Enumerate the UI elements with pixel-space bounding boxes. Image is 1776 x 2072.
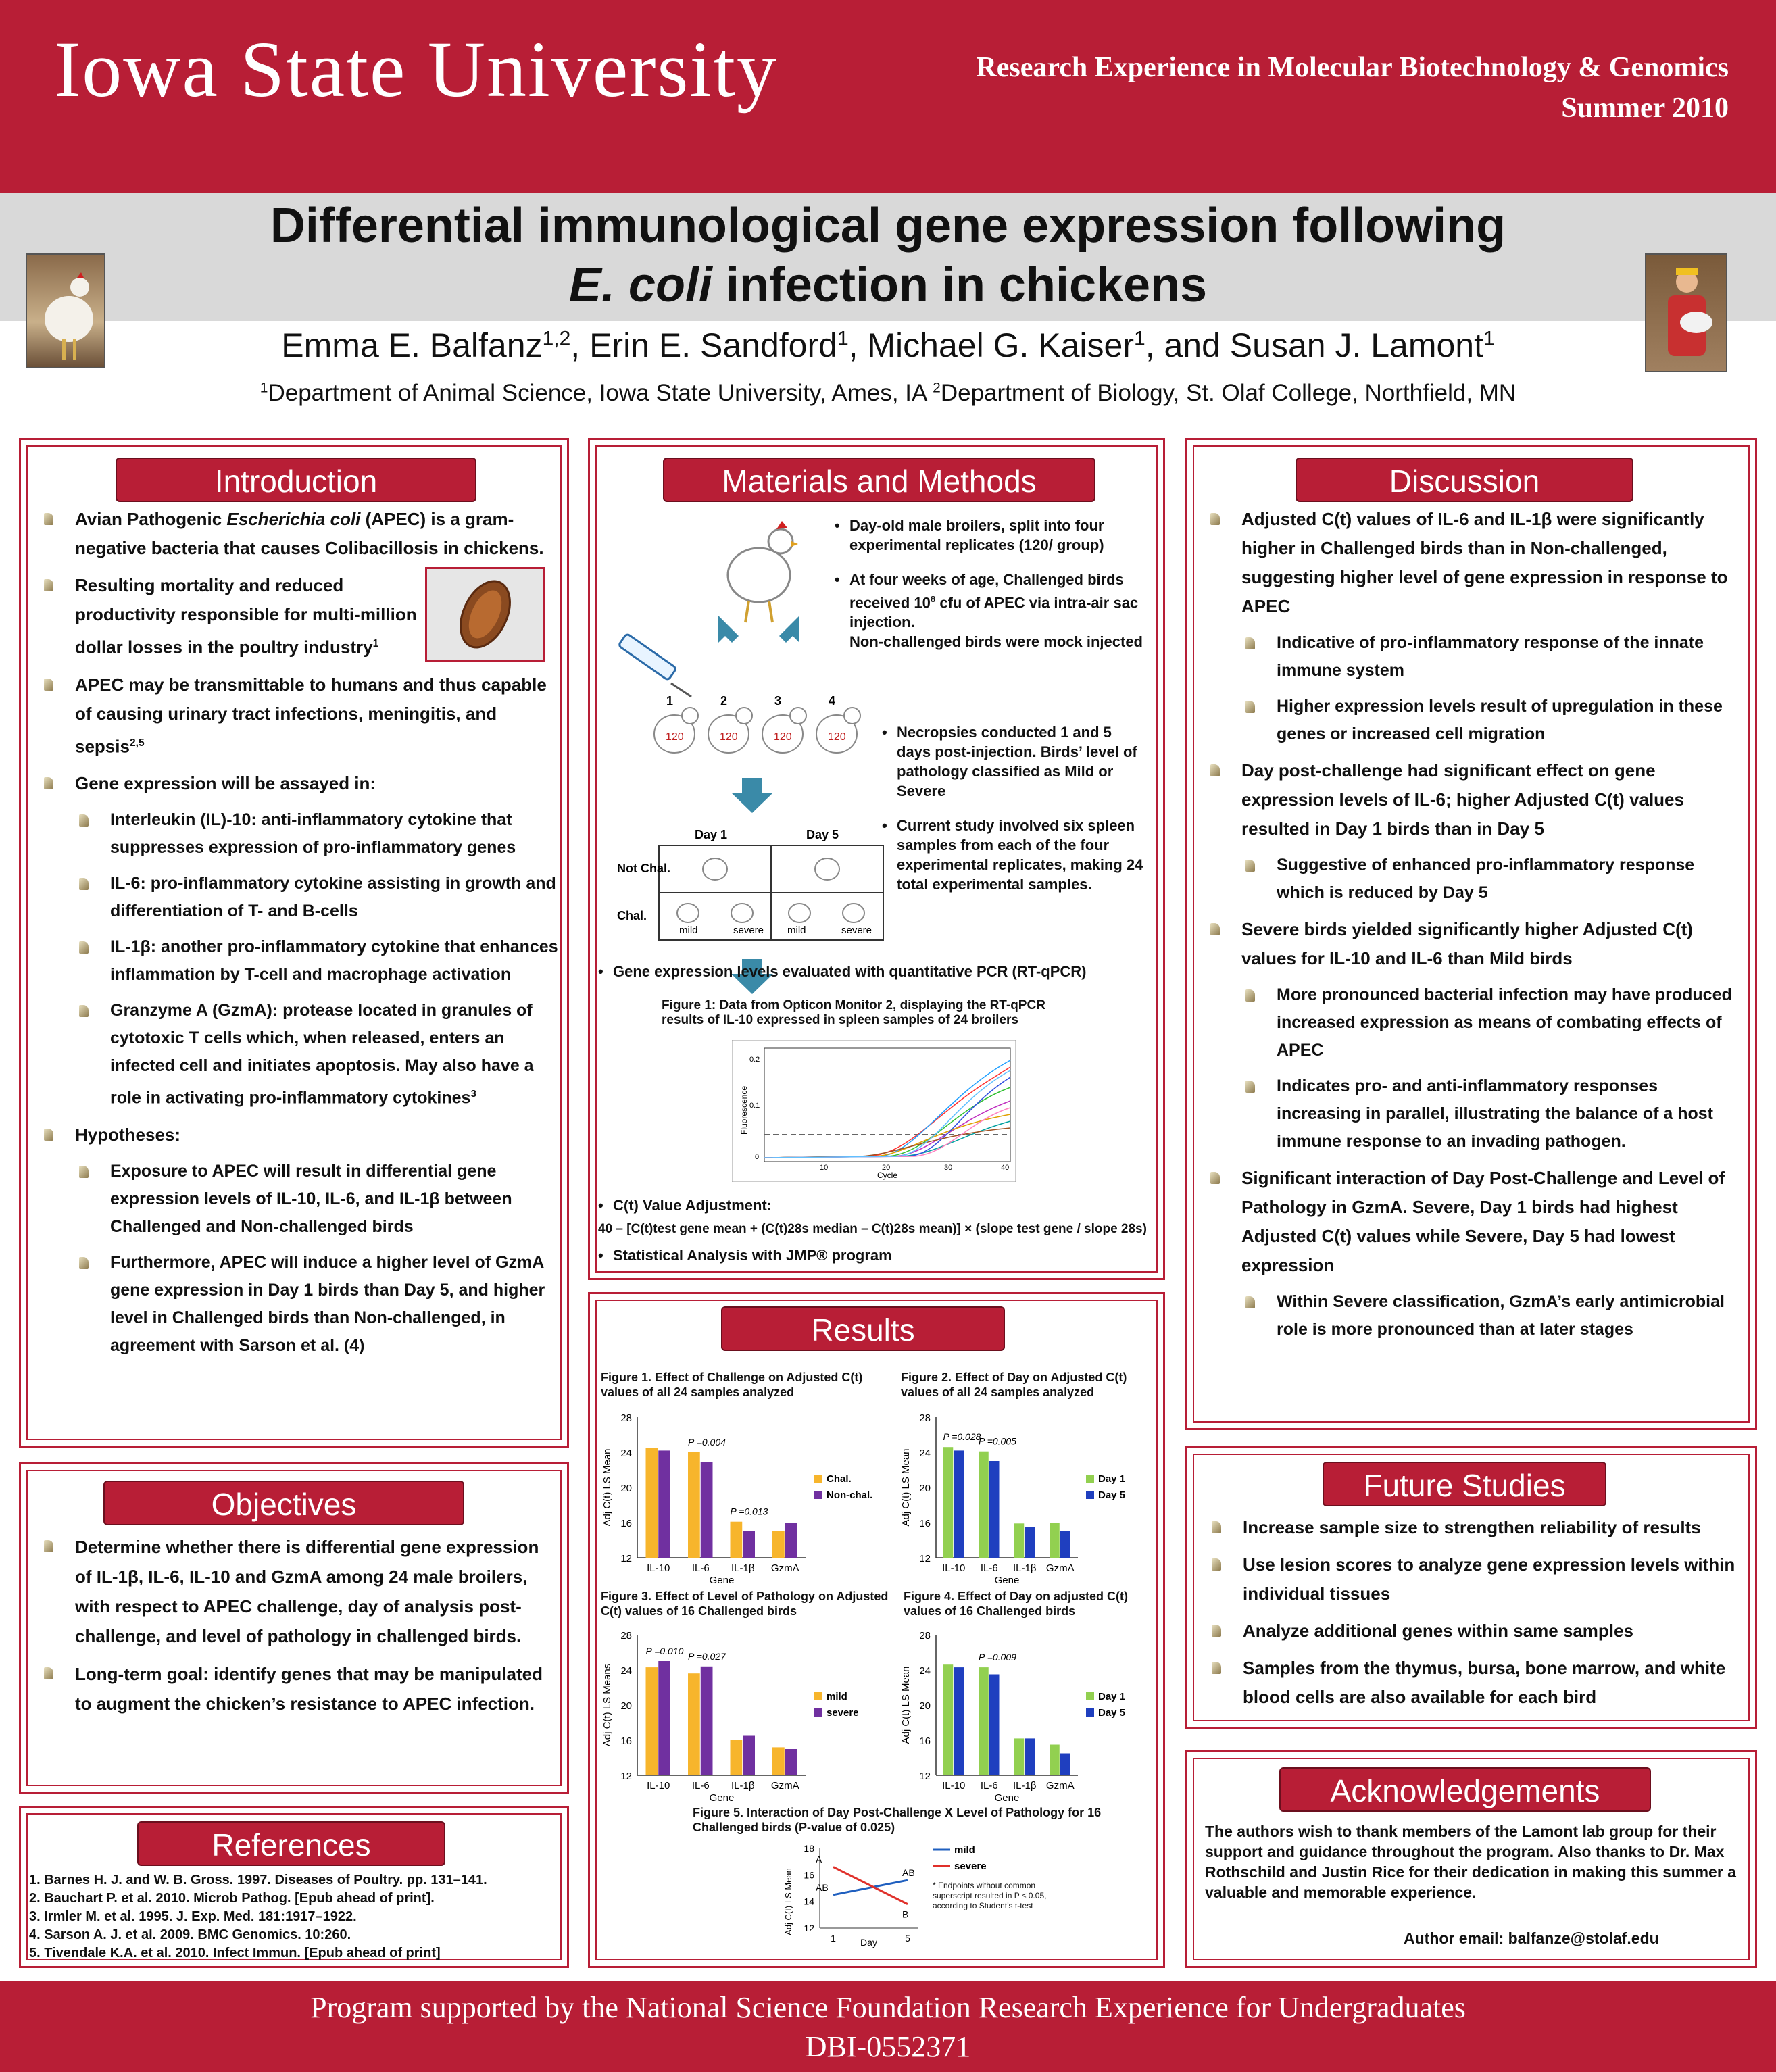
- discussion-point: Adjusted C(t) values of IL-6 and IL-1β were significantly higher in Challenged birds than in Non-challenged, suggesting higher level of gene expression in response to APEC: [1202, 505, 1743, 621]
- y-tick-label: 12: [804, 1923, 814, 1933]
- reference-item: 1. Barnes H. J. and W. B. Gross. 1997. Diseases of Poultry. pp. 131–141.: [29, 1873, 487, 1888]
- discussion-subpoint: Within Severe classification, GzmA’s early antimicrobial role is more pronounced than at later stages: [1237, 1288, 1743, 1343]
- acknowledgement-text: The authors wish to thank members of the Lamont lab group for their support and guidance throughout the program. Also thanks to Dr. Max Rothschild and Justin Rice for their dedication in making this summer a valuable and memorable experience.: [1205, 1823, 1736, 1901]
- objectives-list: [36, 1532, 549, 1727]
- introduction-heading: Introduction: [116, 458, 476, 502]
- legend-label: severe: [954, 1860, 987, 1872]
- point-label: A: [816, 1854, 822, 1865]
- discussion-subpoint: More pronounced bacterial infection may have produced increased expression as means of combating effects of APEC: [1237, 981, 1743, 1064]
- future-item: Analyze additional genes within same samples: [1204, 1617, 1751, 1646]
- category-label: IL-10: [942, 1780, 966, 1792]
- intro-subbullet: IL-1β: another pro-inflammatory cytokine that enhances inflammation by T-cell and macrophage activation: [71, 933, 563, 989]
- y-tick-label: 16: [620, 1518, 632, 1529]
- p-value-label: P =0.010: [645, 1646, 684, 1656]
- y-tick-label: 20: [620, 1700, 632, 1712]
- category-label: IL-6: [691, 1562, 710, 1574]
- bar: [785, 1749, 797, 1775]
- method-item: • At four weeks of age, Challenged birds received $10^8$ cfu of APEC via intra-air sac injection. Non-challenged birds were mock injected: [832, 570, 1150, 651]
- reference-item: 2. Bauchart P. et al. 2010. Microb Pathog. [Epub ahead of print].: [29, 1891, 435, 1906]
- methods-list-mid: [879, 722, 1150, 909]
- bar: [731, 1740, 743, 1775]
- y-tick-label: 16: [919, 1518, 931, 1529]
- bar: [701, 1462, 713, 1558]
- objective-item: Determine whether there is differential gene expression of IL-1β, IL-6, IL-10 and GzmA among 24 male broilers, with respect to APEC challenge, day of analysis post-challenge, and level of pathology in challenged birds.: [36, 1532, 549, 1651]
- figure1-caption: Figure 1: Data from Opticon Monitor 2, displaying the RT-qPCR results of IL-10 expressed in spleen samples of 24 broilers: [662, 998, 1045, 1027]
- legend-label: Chal.: [827, 1473, 852, 1485]
- replicate-number: 3: [774, 694, 782, 708]
- replicate-number: 2: [720, 694, 728, 708]
- figure3-title: Figure 3. Effect of Level of Pathology on Adjusted C(t) values of 16 Challenged birds: [601, 1589, 889, 1618]
- legend-label: Day 1: [1098, 1473, 1126, 1485]
- x-axis-title: Gene: [709, 1792, 735, 1801]
- acknowledgements-heading: Acknowledgements: [1279, 1767, 1651, 1812]
- discussion-point: Day post-challenge had significant effect on gene expression levels of IL-6; higher Adjusted C(t) values resulted in Day 1 birds than in Day 5: [1202, 756, 1743, 843]
- x-tick-label: 5: [905, 1933, 910, 1944]
- y-tick-label: 24: [919, 1665, 931, 1677]
- y-tick-label: 12: [919, 1771, 931, 1782]
- category-label: GzmA: [1045, 1780, 1075, 1792]
- intro-bullet: Resulting mortality and reduced productivity responsible for multi-million dollar losses in the poultry industry$^1$: [36, 571, 563, 662]
- point-label: AB: [816, 1881, 829, 1893]
- mild-label: mild: [679, 924, 698, 936]
- acknowledgements-panel: [1185, 1750, 1757, 1968]
- future-item: Samples from the thymus, bursa, bone marrow, and white blood cells are also available for each bird: [1204, 1654, 1751, 1712]
- author-list: Emma E. Balfanz$^{1,2}$, Erin E. Sandford$^1$, Michael G. Kaiser$^1$, and Susan J. Lamont$^1$: [281, 326, 1495, 364]
- method-item: • Current study involved six spleen samples from each of the four experimental replicates, making 24 total experimental samples.: [879, 816, 1150, 894]
- replicate-number: 1: [666, 694, 674, 708]
- discussion-point: Significant interaction of Day Post-Challenge and Level of Pathology in GzmA. Severe, Day 1 birds had highest Adjusted C(t) values while Severe, Day 5 had lowest expression: [1202, 1164, 1743, 1280]
- not-challenged-label: Not Chal.: [617, 862, 670, 875]
- bar: [1025, 1738, 1035, 1775]
- bar: [688, 1452, 700, 1558]
- mild-label: mild: [787, 924, 806, 936]
- hypothesis: Exposure to APEC will result in differential gene expression levels of IL-10, IL-6, and IL-1β between Challenged and Non-challenged birds: [71, 1158, 563, 1241]
- bar: [772, 1531, 785, 1558]
- series-line: [833, 1867, 908, 1904]
- discussion-subpoint: Suggestive of enhanced pro-inflammatory response which is reduced by Day 5: [1237, 852, 1743, 907]
- bar: [979, 1452, 989, 1558]
- legend-label: Non-chal.: [827, 1489, 873, 1501]
- bar: [1025, 1527, 1035, 1558]
- bar: [1060, 1531, 1070, 1558]
- bar: [743, 1531, 755, 1558]
- y-tick: 0: [755, 1153, 760, 1161]
- y-tick-label: 16: [804, 1869, 814, 1881]
- replicate-number: 4: [829, 694, 836, 708]
- legend-swatch: [814, 1708, 822, 1717]
- category-label: IL-1β: [1013, 1562, 1037, 1574]
- footer-bar: [0, 1981, 1776, 2072]
- replicate-count: 120: [828, 731, 846, 743]
- y-tick-label: 24: [620, 1448, 632, 1459]
- bar: [772, 1747, 785, 1775]
- x-tick-label: 1: [831, 1933, 836, 1944]
- p-value-label: P =0.027: [688, 1650, 726, 1662]
- intro-bullet: APEC may be transmittable to humans and thus capable of causing urinary tract infections, meningitis, and sepsis$^{2,5}$: [36, 670, 563, 762]
- bar: [731, 1522, 743, 1558]
- affiliations: $^1$Department of Animal Science, Iowa State University, Ames, IA $^2$Department of Biology, St. Olaf College, Northfield, MN: [260, 380, 1516, 406]
- y-tick: 0.1: [749, 1102, 760, 1110]
- legend-swatch: [1086, 1708, 1094, 1717]
- y-tick-label: 16: [919, 1735, 931, 1747]
- legend-label: Day 5: [1098, 1707, 1126, 1719]
- reference-item: 4. Sarson A. J. et al. 2009. BMC Genomics. 10:260.: [29, 1927, 351, 1942]
- y-tick-label: 16: [620, 1735, 632, 1747]
- method-item: • Statistical Analysis with JMP® program: [595, 1245, 1163, 1265]
- x-tick: 40: [1001, 1164, 1010, 1172]
- introduction-panel: [19, 438, 569, 1448]
- bar: [785, 1523, 797, 1558]
- bar: [646, 1667, 658, 1775]
- methods-list-top: [832, 516, 1150, 666]
- university-logo: Iowa State University: [54, 25, 778, 114]
- bar: [954, 1450, 964, 1558]
- replicate-group: [654, 694, 860, 753]
- day1-label: Day 1: [695, 828, 728, 841]
- y-tick-label: 28: [919, 1412, 931, 1424]
- category-label: GzmA: [770, 1562, 799, 1574]
- objective-item: Long-term goal: identify genes that may be manipulated to augment the chicken’s resistance to APEC infection.: [36, 1659, 549, 1719]
- adjustment-block: [595, 1195, 1163, 1280]
- figure1-chart: [597, 1408, 887, 1583]
- y-axis-title: Adj C(t) LS Mean: [601, 1448, 613, 1527]
- figure1-title: Figure 1. Effect of Challenge on Adjusted C(t) values of all 24 samples analyzed: [601, 1371, 863, 1399]
- legend-label: Day 1: [1098, 1691, 1126, 1702]
- category-label: IL-1β: [731, 1562, 755, 1574]
- poster-title: Differential immunological gene expression following E. coli infection in chickens: [270, 199, 1506, 312]
- introduction-list: [36, 505, 563, 1368]
- y-axis-title: Adj C(t) LS Mean: [900, 1448, 912, 1527]
- intro-bullet: Avian Pathogenic Escherichia coli (APEC) is a gram-negative bacteria that causes Colibacillosis in chickens.: [36, 505, 563, 563]
- future-studies-list: [1204, 1513, 1751, 1720]
- legend-label: Day 5: [1098, 1489, 1126, 1501]
- hypothesis: Furthermore, APEC will induce a higher level of GzmA gene expression in Day 1 birds than Day 5, and higher level in Challenged birds than Non-challenged, in agreement with Sarson et al. (4): [71, 1249, 563, 1360]
- figure4-title: Figure 4. Effect of Day on adjusted C(t) values of 16 Challenged birds: [904, 1589, 1129, 1618]
- results-panel: [588, 1292, 1165, 1968]
- category-label: IL-6: [980, 1562, 998, 1574]
- series-line: [833, 1880, 908, 1895]
- intro-bullet: Hypotheses:: [36, 1120, 563, 1150]
- challenged-label: Chal.: [617, 909, 647, 922]
- bar: [658, 1661, 670, 1775]
- methods-heading: Materials and Methods: [663, 458, 1095, 502]
- ct-formula: 40 – [C(t)test gene mean + (C(t)28s median – C(t)28s mean)] × (slope test gene / slope 28s): [598, 1222, 1147, 1236]
- program-title: Research Experience in Molecular Biotechnology & Genomics Summer 2010: [976, 52, 1729, 124]
- arrow-icon: [718, 616, 799, 643]
- discussion-heading: Discussion: [1296, 458, 1633, 502]
- bar: [1060, 1754, 1070, 1776]
- replicate-count: 120: [720, 731, 738, 743]
- y-tick-label: 20: [919, 1483, 931, 1494]
- cycle-axis-label: Cycle: [877, 1170, 898, 1180]
- x-axis-title: Gene: [994, 1792, 1020, 1801]
- category-label: IL-6: [691, 1780, 710, 1792]
- reference-item: 5. Tivendale K.A. et al. 2010. Infect Immun. [Epub ahead of print]: [29, 1946, 441, 1960]
- bar: [1050, 1523, 1060, 1558]
- figure2-chart: [895, 1408, 1159, 1583]
- p-value-label: P =0.009: [979, 1652, 1016, 1663]
- figure5-chart: [779, 1840, 1063, 1962]
- p-value-label: P =0.005: [979, 1435, 1016, 1447]
- bar: [979, 1667, 989, 1775]
- discussion-panel: [1185, 438, 1757, 1430]
- ct-adjustment-label: • C(t) Value Adjustment:: [595, 1195, 1163, 1215]
- bar: [743, 1736, 755, 1776]
- future-item: Use lesion scores to analyze gene expression levels within individual tissues: [1204, 1550, 1751, 1608]
- chicken-photo: [26, 253, 105, 368]
- point-label: AB: [902, 1867, 915, 1879]
- category-label: IL-10: [647, 1780, 670, 1792]
- x-tick: 20: [882, 1164, 891, 1172]
- y-tick-label: 12: [620, 1553, 632, 1564]
- chicken-icon: [728, 521, 798, 622]
- legend-label: mild: [827, 1691, 847, 1702]
- bar: [989, 1461, 1000, 1558]
- intro-subbullet: IL-6: pro-inflammatory cytokine assisting in growth and differentiation of T- and B-cells: [71, 870, 563, 925]
- y-tick-label: 28: [620, 1412, 632, 1424]
- legend-swatch: [814, 1475, 822, 1483]
- reference-item: 3. Irmler M. et al. 1995. J. Exp. Med. 181:1917–1922.: [29, 1909, 357, 1924]
- bar: [943, 1447, 954, 1558]
- qpcr-amplification-plot: [732, 1040, 1016, 1182]
- y-tick-label: 28: [919, 1630, 931, 1642]
- discussion-subpoint: Indicative of pro-inflammatory response of the innate immune system: [1237, 629, 1743, 685]
- intro-bullet: Gene expression will be assayed in:: [36, 769, 563, 798]
- replicate-count: 120: [774, 731, 792, 743]
- objectives-heading: Objectives: [103, 1481, 464, 1525]
- methods-panel: [588, 438, 1165, 1280]
- researcher-photo: [1645, 253, 1727, 372]
- bar: [688, 1673, 700, 1775]
- necropsy-grid: [617, 828, 883, 940]
- reference-list: [29, 1871, 563, 1963]
- method-item: • Necropsies conducted 1 and 5 days post-injection. Birds’ level of pathology classified as Mild or Severe: [879, 722, 1150, 801]
- x-tick: 10: [820, 1164, 829, 1172]
- x-axis-title: Gene: [994, 1575, 1020, 1583]
- category-label: GzmA: [770, 1780, 799, 1792]
- bar: [701, 1667, 713, 1775]
- bar: [658, 1450, 670, 1558]
- chart-note: [933, 1881, 1054, 1955]
- intro-subbullet: Granzyme A (GzmA): protease located in granules of cytotoxic T cells which, when released, enters an infected cell and initiates apoptosis. May also have a role in activating pro-inflammatory cytokines$^3$: [71, 997, 563, 1112]
- legend-label: mild: [954, 1844, 975, 1856]
- bar: [1014, 1523, 1025, 1558]
- bar: [989, 1675, 1000, 1776]
- legend-swatch: [1086, 1491, 1094, 1499]
- footnote-text: * Endpoints without common superscript resulted in P ≤ 0.05, according to Student’s t-test: [933, 1881, 1047, 1910]
- syringe-icon: [618, 633, 691, 697]
- y-axis-title: Adj C(t) LS Mean: [783, 1868, 793, 1935]
- figure2-title: Figure 2. Effect of Day on Adjusted C(t) values of all 24 samples analyzed: [901, 1371, 1127, 1399]
- future-studies-heading: Future Studies: [1323, 1462, 1606, 1506]
- category-label: IL-6: [980, 1780, 998, 1792]
- y-tick-label: 12: [620, 1771, 632, 1782]
- x-tick: 30: [944, 1164, 953, 1172]
- legend-swatch: [814, 1491, 822, 1499]
- y-tick-label: 28: [620, 1630, 632, 1642]
- y-axis-title: Adj C(t) LS Mean: [900, 1666, 912, 1744]
- y-tick-label: 20: [919, 1700, 931, 1712]
- bar: [943, 1664, 954, 1775]
- author-email[interactable]: Author email: balfanze@stolaf.edu: [1404, 1929, 1659, 1947]
- replicate-count: 120: [666, 731, 684, 743]
- references-heading: References: [137, 1821, 445, 1866]
- x-axis-title: Day: [860, 1937, 877, 1948]
- y-tick-label: 18: [804, 1843, 814, 1854]
- legend-label: severe: [827, 1707, 859, 1719]
- results-heading: Results: [721, 1306, 1005, 1351]
- method-item: • Day-old male broilers, split into four experimental replicates (120/ group): [832, 516, 1150, 555]
- intro-subbullet: Interleukin (IL)-10: anti-inflammatory cytokine that suppresses expression of pro-inflammatory genes: [71, 806, 563, 862]
- legend-swatch: [1086, 1692, 1094, 1700]
- future-studies-panel: [1185, 1446, 1757, 1729]
- y-tick: 0.2: [749, 1056, 760, 1064]
- objectives-panel: [19, 1462, 569, 1794]
- legend-swatch: [1086, 1475, 1094, 1483]
- category-label: IL-10: [647, 1562, 670, 1574]
- category-label: IL-10: [942, 1562, 966, 1574]
- method-item: • Gene expression levels evaluated with quantitative PCR (RT-qPCR): [595, 962, 1163, 981]
- figure5-title: Figure 5. Interaction of Day Post-Challenge X Level of Pathology for 16 Challenged birds (P-value of 0.025): [693, 1806, 1102, 1834]
- future-item: Increase sample size to strengthen reliability of results: [1204, 1513, 1751, 1542]
- grant-number: DBI-0552371: [805, 2030, 971, 2063]
- bar: [1050, 1745, 1060, 1776]
- references-panel: [19, 1806, 569, 1968]
- down-arrow-icon: [731, 778, 773, 813]
- bar: [646, 1448, 658, 1558]
- legend-swatch: [814, 1692, 822, 1700]
- methods-list-bottom: [595, 962, 1163, 996]
- y-tick-label: 24: [620, 1665, 632, 1677]
- y-tick-label: 24: [919, 1448, 931, 1459]
- discussion-point: Severe birds yielded significantly higher Adjusted C(t) values for IL-10 and IL-6 than Mild birds: [1202, 915, 1743, 973]
- funding-line: Program supported by the National Science Foundation Research Experience for Undergraduates: [310, 1991, 1466, 2024]
- bar: [1014, 1738, 1025, 1775]
- y-tick-label: 12: [919, 1553, 931, 1564]
- figure4-chart: [895, 1625, 1159, 1801]
- discussion-subpoint: Indicates pro- and anti-inflammatory responses increasing in parallel, illustrating the balance of a host immune response to an invading pathogen.: [1237, 1072, 1743, 1156]
- category-label: GzmA: [1045, 1562, 1075, 1574]
- day5-label: Day 5: [806, 828, 839, 841]
- y-tick-label: 14: [804, 1896, 814, 1907]
- y-axis-title: Adj C(t) LS Means: [601, 1663, 613, 1747]
- discussion-subpoint: Higher expression levels result of upregulation in these genes or increased cell migration: [1237, 693, 1743, 748]
- severe-label: severe: [733, 924, 764, 936]
- fluorescence-axis-label: Fluorescence: [739, 1085, 749, 1135]
- category-label: IL-1β: [731, 1780, 755, 1792]
- category-label: IL-1β: [1013, 1780, 1037, 1792]
- bar: [954, 1667, 964, 1775]
- p-value-label: P =0.004: [688, 1437, 726, 1448]
- figure3-chart: [597, 1625, 887, 1801]
- point-label: B: [902, 1908, 909, 1920]
- severe-label: severe: [841, 924, 872, 936]
- x-axis-title: Gene: [709, 1575, 735, 1583]
- discussion-list: [1202, 505, 1743, 1352]
- y-tick-label: 20: [620, 1483, 632, 1494]
- p-value-label: P =0.013: [730, 1506, 768, 1517]
- p-value-label: P =0.028: [943, 1431, 981, 1443]
